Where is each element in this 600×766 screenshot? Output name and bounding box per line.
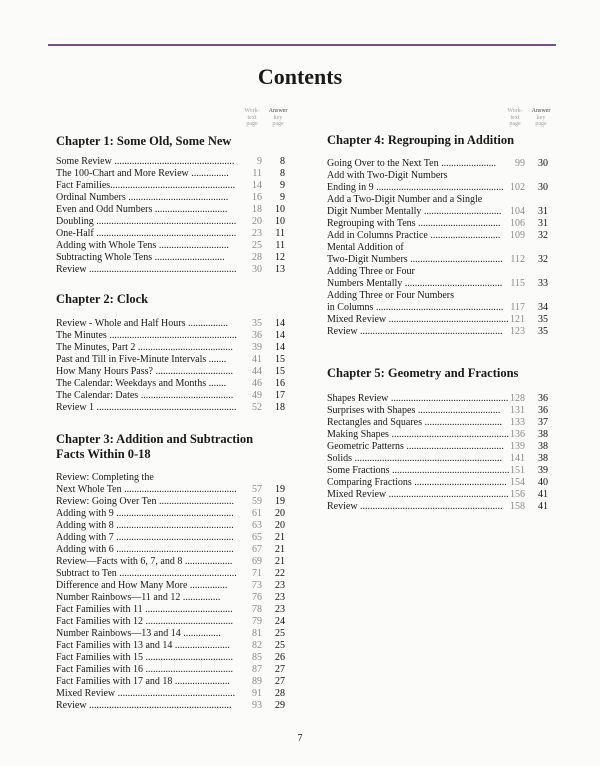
toc-entry-line: [327, 477, 548, 489]
toc-entry-line: [327, 242, 548, 254]
toc-entry-line: [327, 254, 548, 266]
entry-title: Review - Whole and Half Hours ................: [56, 318, 229, 329]
toc-entry-line: [327, 170, 548, 182]
toc-entry-line: [56, 228, 285, 240]
header-line: page: [535, 121, 547, 127]
entry-title: Surprises with Shapes .................................: [327, 405, 501, 416]
worktext-page-number: 112: [510, 254, 525, 265]
entry-title: Adding Three or Four Numbers: [327, 290, 455, 301]
entry-title: The Minutes, Part 2 ......................................: [56, 342, 233, 353]
entry-title: Fact Families with 13 and 14 ......................: [56, 640, 230, 651]
toc-entry-line: [327, 417, 548, 429]
answer-key-page-number: 15: [275, 366, 285, 377]
entry-title: Next Whole Ten .............................................: [56, 484, 237, 495]
answer-key-page-number: 32: [538, 254, 548, 265]
worktext-page-number: 76: [252, 592, 262, 603]
answer-key-page-number: 21: [275, 532, 285, 543]
entry-title: Mental Addition of: [327, 242, 404, 253]
entry-title: Making Shapes ...............................................: [327, 429, 509, 440]
entry-title: Review 1 ........................................................: [56, 402, 237, 413]
chapter-title: Chapter 2: Clock: [56, 292, 149, 306]
entry-title: Adding Three or Four: [327, 266, 415, 277]
header-line: text: [247, 114, 257, 121]
answer-key-page-number: 36: [538, 393, 548, 404]
entry-title: Geometric Patterns .......................................: [327, 441, 504, 452]
toc-entry-line: [327, 465, 548, 477]
answer-key-page-number: 31: [538, 218, 548, 229]
answer-key-page-number: 10: [275, 204, 285, 215]
entry-title: Rectangles and Squares ...............................: [327, 417, 502, 428]
header-line: Answer: [268, 108, 288, 114]
worktext-page-number: 121: [510, 314, 525, 325]
entry-title: One-Half ........................................................: [56, 228, 237, 239]
worktext-page-number: 117: [510, 302, 525, 313]
answer-key-page-number: 12: [275, 252, 285, 263]
answer-key-page-number: 38: [538, 429, 548, 440]
entry-title: Some Fractions ...............................................: [327, 465, 509, 476]
entry-title: Mixed Review ...............................................: [56, 688, 236, 699]
answer-key-page-number: 22: [275, 568, 285, 579]
entry-title: Review ...........................................................: [56, 264, 237, 275]
entry-title: Digit Number Mentally ...............................: [327, 206, 502, 217]
header-line: text: [510, 114, 520, 121]
worktext-page-number: 57: [252, 484, 262, 495]
toc-entry-line: [327, 302, 548, 314]
toc-entry-line: [56, 240, 285, 252]
answer-key-page-header: [528, 108, 554, 128]
answer-key-page-number: 15: [275, 354, 285, 365]
toc-entry-line: [327, 489, 548, 501]
worktext-page-number: 89: [252, 676, 262, 687]
worktext-page-number: 59: [252, 496, 262, 507]
worktext-page-number: 20: [252, 216, 262, 227]
worktext-page-number: 123: [510, 326, 525, 337]
entry-title: Comparing Fractions .....................................: [327, 477, 507, 488]
toc-entry-line: [56, 390, 285, 402]
toc-entry-line: [327, 278, 548, 290]
toc-entry-line: [56, 192, 285, 204]
toc-entry-line: [327, 206, 548, 218]
answer-key-page-number: 34: [538, 302, 548, 313]
entry-title: Subtracting Whole Tens ............................: [56, 252, 225, 263]
entry-title: How Many Hours Pass? ...............................: [56, 366, 233, 377]
answer-key-page-number: 27: [275, 676, 285, 687]
header-rule: [48, 44, 556, 46]
entry-title: Adding with 7 ...............................................: [56, 532, 234, 543]
answer-key-page-number: 11: [275, 240, 285, 251]
answer-key-page-number: 38: [538, 441, 548, 452]
toc-entry-line: [56, 520, 285, 532]
worktext-page-number: 52: [252, 402, 262, 413]
answer-key-page-number: 39: [538, 465, 548, 476]
toc-entry-line: [56, 652, 285, 664]
worktext-page-number: 23: [252, 228, 262, 239]
answer-key-page-number: 13: [275, 264, 285, 275]
entry-title: Some Review ................................................: [56, 156, 235, 167]
toc-entry-line: [56, 366, 285, 378]
worktext-page-number: 14: [252, 180, 262, 191]
page-number: 7: [297, 733, 303, 744]
entry-title: Difference and How Many More ...............: [56, 580, 228, 591]
entry-title: Shapes Review ...............................................: [327, 393, 509, 404]
entry-title: Review: Completing the: [56, 472, 154, 483]
entry-title: Even and Odd Numbers .............................: [56, 204, 228, 215]
toc-entry-line: [327, 230, 548, 242]
worktext-page-number: 109: [510, 230, 525, 241]
answer-key-page-number: 24: [275, 616, 285, 627]
answer-key-page-number: 41: [538, 489, 548, 500]
worktext-page-number: 81: [252, 628, 262, 639]
toc-entry-line: [56, 568, 285, 580]
header-line: key: [273, 114, 283, 121]
toc-entry-line: [56, 628, 285, 640]
entry-title: Fact Families with 11 ...................................: [56, 604, 233, 615]
entry-title: Two-Digit Numbers .....................................: [327, 254, 503, 265]
answer-key-page-number: 23: [275, 580, 285, 591]
toc-entry-line: [327, 218, 548, 230]
answer-key-page-number: 11: [275, 228, 285, 239]
toc-entry-line: [327, 266, 548, 278]
worktext-page-number: 63: [252, 520, 262, 531]
header-line: key: [536, 114, 546, 121]
entry-title: Ordinal Numbers ........................................: [56, 192, 229, 203]
worktext-page-number: 91: [252, 688, 262, 699]
entry-title: in Columns ...................................................: [327, 302, 504, 313]
worktext-page-number: 69: [252, 556, 262, 567]
entry-title: Review .........................................................: [327, 501, 503, 512]
toc-entry-line: [56, 700, 285, 712]
answer-key-page-number: 14: [275, 330, 285, 341]
header-line: Answer: [531, 108, 551, 114]
entry-title: Adding with 6 ...............................................: [56, 544, 234, 555]
toc-entry-line: [56, 604, 285, 616]
toc-entry-line: [327, 453, 548, 465]
worktext-page-number: 141: [510, 453, 525, 464]
answer-key-page-number: 30: [538, 182, 548, 193]
chapter-title: Chapter 1: Some Old, Some New: [56, 134, 232, 148]
entry-title: Review—Facts with 6, 7, and 8 ...................: [56, 556, 233, 567]
answer-key-page-number: 33: [538, 278, 548, 289]
worktext-page-number: 106: [510, 218, 525, 229]
entry-title: Fact Families with 15 ...................................: [56, 652, 233, 663]
toc-entry-line: [327, 182, 548, 194]
worktext-page-number: 136: [510, 429, 525, 440]
toc-entry-line: [56, 156, 285, 168]
worktext-page-number: 102: [510, 182, 525, 193]
worktext-page-number: 30: [252, 264, 262, 275]
toc-entry-line: [327, 393, 548, 405]
toc-entry-line: [327, 314, 548, 326]
toc-entry-line: [56, 592, 285, 604]
toc-entry-line: [56, 204, 285, 216]
entry-title: Adding with Whole Tens ............................: [56, 240, 229, 251]
worktext-page-number: 36: [252, 330, 262, 341]
entry-title: Number Rainbows—13 and 14 ...............: [56, 628, 221, 639]
answer-key-page-number: 32: [538, 230, 548, 241]
toc-entry-line: [56, 264, 285, 276]
toc-entry-line: [56, 556, 285, 568]
toc-entry-line: [56, 354, 285, 366]
answer-key-page-number: 21: [275, 544, 285, 555]
entry-title: The Minutes ...................................................: [56, 330, 237, 341]
answer-key-page-number: 9: [280, 192, 285, 203]
entry-title: Numbers Mentally .......................................: [327, 278, 503, 289]
worktext-page-number: 128: [510, 393, 525, 404]
worktext-page-number: 156: [510, 489, 525, 500]
entry-title: Fact Families with 16 ...................................: [56, 664, 233, 675]
worktext-page-number: 46: [252, 378, 262, 389]
entry-title: Add with Two-Digit Numbers: [327, 170, 448, 181]
toc-entry-line: [327, 194, 548, 206]
entry-title: Mixed Review ................................................: [327, 489, 509, 500]
worktext-page-number: 79: [252, 616, 262, 627]
worktext-page-number: 41: [252, 354, 262, 365]
entry-title: The Calendar: Weekdays and Months .......: [56, 378, 227, 389]
entry-title: Going Over to the Next Ten ......................: [327, 158, 497, 169]
entry-title: Solids ...........................................................: [327, 453, 503, 464]
answer-key-page-number: 23: [275, 604, 285, 615]
toc-entry-line: [327, 290, 548, 302]
worktext-page-number: 133: [510, 417, 525, 428]
entry-title: Fact Families with 17 and 18 ......................: [56, 676, 230, 687]
chapter-title: Chapter 3: Addition and Subtraction: [56, 432, 254, 446]
answer-key-page-number: 20: [275, 508, 285, 519]
answer-key-page-number: 26: [275, 652, 285, 663]
worktext-page-number: 9: [257, 156, 262, 167]
toc-entry-line: [56, 216, 285, 228]
toc-entry-line: [56, 640, 285, 652]
answer-key-page-number: 20: [275, 520, 285, 531]
toc-entry-line: [327, 441, 548, 453]
answer-key-page-number: 18: [275, 402, 285, 413]
header-line: page: [509, 121, 521, 127]
worktext-page-number: 25: [252, 240, 262, 251]
answer-key-page-number: 19: [275, 484, 285, 495]
answer-key-page-header: [265, 108, 291, 128]
worktext-page-number: 39: [252, 342, 262, 353]
toc-entry-line: [56, 688, 285, 700]
entry-title: Doubling ........................................................: [56, 216, 237, 227]
worktext-page-number: 99: [515, 158, 525, 169]
answer-key-page-number: 10: [275, 216, 285, 227]
answer-key-page-number: 21: [275, 556, 285, 567]
toc-entry-line: [56, 580, 285, 592]
answer-key-page-number: 17: [275, 390, 285, 401]
toc-entry-line: [56, 676, 285, 688]
entry-title: Review .........................................................: [327, 326, 503, 337]
toc-entry-line: [56, 252, 285, 264]
answer-key-page-number: 19: [275, 496, 285, 507]
toc-entry-line: [56, 318, 285, 330]
worktext-page-header: [240, 108, 264, 128]
answer-key-page-number: 29: [275, 700, 285, 711]
toc-entry-line: [56, 168, 285, 180]
toc-entry-line: [327, 158, 548, 170]
toc-entry-line: [56, 664, 285, 676]
answer-key-page-number: 30: [538, 158, 548, 169]
answer-key-page-number: 36: [538, 405, 548, 416]
header-line: Work-: [244, 108, 260, 114]
worktext-page-number: 139: [510, 441, 525, 452]
worktext-page-number: 44: [252, 366, 262, 377]
header-line: Work-: [507, 108, 523, 114]
worktext-page-number: 158: [510, 501, 525, 512]
toc-entry-line: [56, 342, 285, 354]
entry-title: Past and Till in Five-Minute Intervals .......: [56, 354, 227, 365]
worktext-page-number: 49: [252, 390, 262, 401]
entry-title: The Calendar: Dates .....................................: [56, 390, 234, 401]
answer-key-page-number: 41: [538, 501, 548, 512]
entry-title: The 100-Chart and More Review ...............: [56, 168, 229, 179]
answer-key-page-number: 14: [275, 318, 285, 329]
answer-key-page-number: 35: [538, 314, 548, 325]
page-title: Contents: [257, 64, 343, 89]
entry-title: Number Rainbows—11 and 12 ...............: [56, 592, 221, 603]
entry-title: Fact Families with 12 ...................................: [56, 616, 233, 627]
toc-entry-line: [56, 508, 285, 520]
worktext-page-number: 87: [252, 664, 262, 675]
worktext-page-number: 104: [510, 206, 525, 217]
chapter-title: Chapter 5: Geometry and Fractions: [327, 366, 519, 380]
worktext-page-header: [503, 108, 527, 128]
worktext-page-number: 16: [252, 192, 262, 203]
answer-key-page-number: 37: [538, 417, 548, 428]
entry-title: Regrouping with Tens .................................: [327, 218, 501, 229]
entry-title: Subtract to Ten ...............................................: [56, 568, 237, 579]
toc-entry-line: [327, 429, 548, 441]
answer-key-page-number: 35: [538, 326, 548, 337]
answer-key-page-number: 8: [280, 156, 285, 167]
answer-key-page-number: 27: [275, 664, 285, 675]
answer-key-page-number: 8: [280, 168, 285, 179]
worktext-page-number: 18: [252, 204, 262, 215]
toc-entry-line: [56, 180, 285, 192]
toc-entry-line: [56, 472, 285, 484]
chapter-title: Chapter 4: Regrouping in Addition: [327, 133, 515, 147]
entry-title: Fact Families..................................................: [56, 180, 236, 191]
worktext-page-number: 71: [252, 568, 262, 579]
toc-entry-line: [56, 330, 285, 342]
entry-title: Add a Two-Digit Number and a Single: [327, 194, 483, 205]
toc-entry-line: [56, 402, 285, 414]
worktext-page-number: 131: [510, 405, 525, 416]
answer-key-page-number: 14: [275, 342, 285, 353]
answer-key-page-number: 9: [280, 180, 285, 191]
toc-entry-line: [56, 544, 285, 556]
toc-entry-line: [327, 326, 548, 338]
worktext-page-number: 67: [252, 544, 262, 555]
header-line: page: [272, 121, 284, 127]
worktext-page-number: 115: [510, 278, 525, 289]
toc-entry-line: [56, 532, 285, 544]
answer-key-page-number: 16: [275, 378, 285, 389]
worktext-page-number: 11: [252, 168, 262, 179]
toc-entry-line: [56, 616, 285, 628]
worktext-page-number: 65: [252, 532, 262, 543]
toc-entry-line: [56, 378, 285, 390]
entry-title: Ending in 9 ...................................................: [327, 182, 504, 193]
header-line: page: [246, 121, 258, 127]
answer-key-page-number: 40: [538, 477, 548, 488]
answer-key-page-number: 28: [275, 688, 285, 699]
answer-key-page-number: 25: [275, 628, 285, 639]
worktext-page-number: 151: [510, 465, 525, 476]
answer-key-page-number: 25: [275, 640, 285, 651]
entry-title: Add in Columns Practice ............................: [327, 230, 501, 241]
worktext-page-number: 35: [252, 318, 262, 329]
chapter-title: Facts Within 0-18: [56, 447, 151, 461]
worktext-page-number: 85: [252, 652, 262, 663]
worktext-page-number: 61: [252, 508, 262, 519]
worktext-page-number: 73: [252, 580, 262, 591]
toc-entry-line: [327, 405, 548, 417]
toc-entry-line: [56, 484, 285, 496]
entry-title: Review: Going Over Ten ..............................: [56, 496, 234, 507]
worktext-page-number: 28: [252, 252, 262, 263]
worktext-page-number: 93: [252, 700, 262, 711]
toc-entry-line: [327, 501, 548, 513]
entry-title: Adding with 8 ...............................................: [56, 520, 234, 531]
worktext-page-number: 154: [510, 477, 525, 488]
answer-key-page-number: 38: [538, 453, 548, 464]
entry-title: Review .........................................................: [56, 700, 232, 711]
entry-title: Mixed Review ................................................: [327, 314, 509, 325]
answer-key-page-number: 23: [275, 592, 285, 603]
worktext-page-number: 82: [252, 640, 262, 651]
answer-key-page-number: 31: [538, 206, 548, 217]
worktext-page-number: 78: [252, 604, 262, 615]
toc-entry-line: [56, 496, 285, 508]
entry-title: Adding with 9 ...............................................: [56, 508, 234, 519]
